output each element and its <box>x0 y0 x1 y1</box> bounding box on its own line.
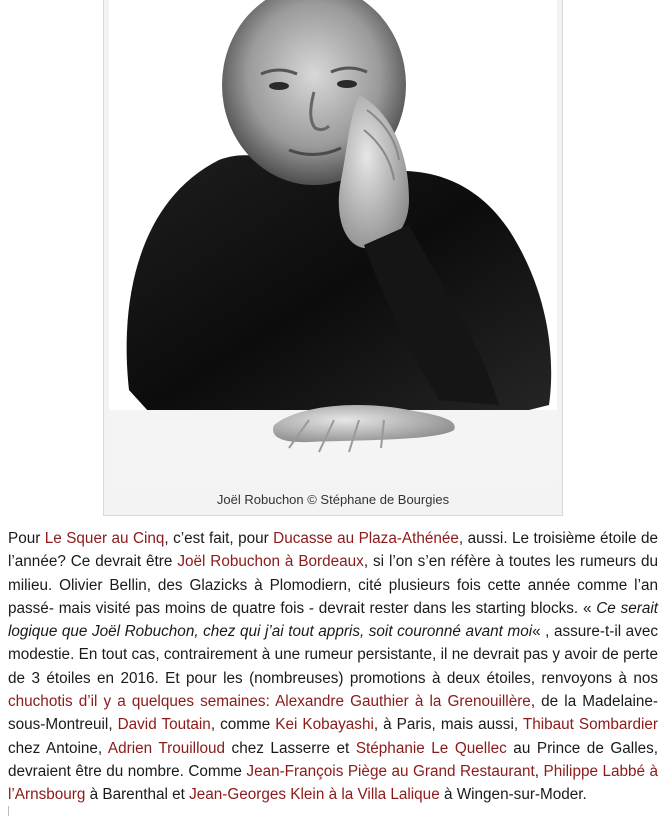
link-jean-francois-piege[interactable]: Jean-François Piège au Grand Restaurant <box>246 762 535 780</box>
link-le-squer-au-cinq[interactable]: Le Squer au Cinq <box>44 530 165 547</box>
text-segment: au Prince de Galles, devraient être du nombre. Comme <box>8 739 658 780</box>
link-thibaut-sombardier[interactable]: Thibaut Sombardier <box>522 716 658 734</box>
portrait-photo <box>109 0 557 486</box>
text-segment: « , assure-t-il avec modestie. En tout cas, contrairement à une rumeur persistante, il ne devrait pas y avoir de perte de 3 étoiles en 2016. Et pour les (nombreuses) promotions à deux étoiles, renvoyons à nos <box>8 623 658 687</box>
text-segment: , aussi. Le troisième étoile de l’année? Ce devrait être <box>8 530 658 571</box>
text-segment: , c’est fait, pour <box>164 530 274 547</box>
link-david-toutain[interactable]: David Toutain <box>117 716 211 734</box>
text-segment: , si l’on s’en réfère à toutes les rumeurs du milieu. Olivier Bellin, des Glazicks à Plomodiern, cité plusieurs fois cette année comme l’an passé- mais visité pas moins de quatre fois - devrait rester dans les starting blocks. « <box>8 553 659 617</box>
text-segment: , <box>534 762 544 780</box>
quote-text: Ce serait logique que Joël Robuchon, chez qui j’ai tout appris, soit couronné avant moi <box>8 599 658 641</box>
text-segment: à Wingen-sur-Moder. <box>439 786 587 804</box>
text-segment: , à Paris, mais aussi, <box>373 716 523 734</box>
link-ducasse-plaza-athenee[interactable]: Ducasse au Plaza-Athénée <box>273 530 459 547</box>
link-jean-georges-klein[interactable]: Jean-Georges Klein à la Villa Lalique <box>189 786 440 804</box>
link-stephanie-le-quellec[interactable]: Stéphanie Le Quellec <box>355 739 507 757</box>
text-segment: à Barenthal et <box>85 786 190 804</box>
text-segment: chez Antoine, <box>8 739 108 757</box>
photo-figure <box>103 0 563 516</box>
link-philippe-labbe[interactable]: Philippe Labbé à l’Arnsbourg <box>8 762 659 804</box>
photo-caption: Joël Robuchon © Stéphane de Bourgies <box>216 492 450 507</box>
text-segment: , de la Madelaine-sous-Montreuil, <box>8 693 658 734</box>
link-chuchotis[interactable]: chuchotis d’il y a quelques semaines: Alexandre Gauthier à la Grenouillère <box>8 693 531 711</box>
text-segment: Pour <box>8 530 45 547</box>
link-kei-kobayashi[interactable]: Kei Kobayashi <box>275 716 374 734</box>
link-robuchon-bordeaux[interactable]: Joël Robuchon à Bordeaux <box>177 553 364 571</box>
portrait-illustration <box>109 0 557 486</box>
text-segment: chez Lasserre et <box>225 739 356 757</box>
text-cursor <box>8 806 9 816</box>
article-paragraph <box>8 527 658 807</box>
text-segment: , comme <box>210 716 276 734</box>
link-adrien-trouilloud[interactable]: Adrien Trouilloud <box>107 739 225 757</box>
